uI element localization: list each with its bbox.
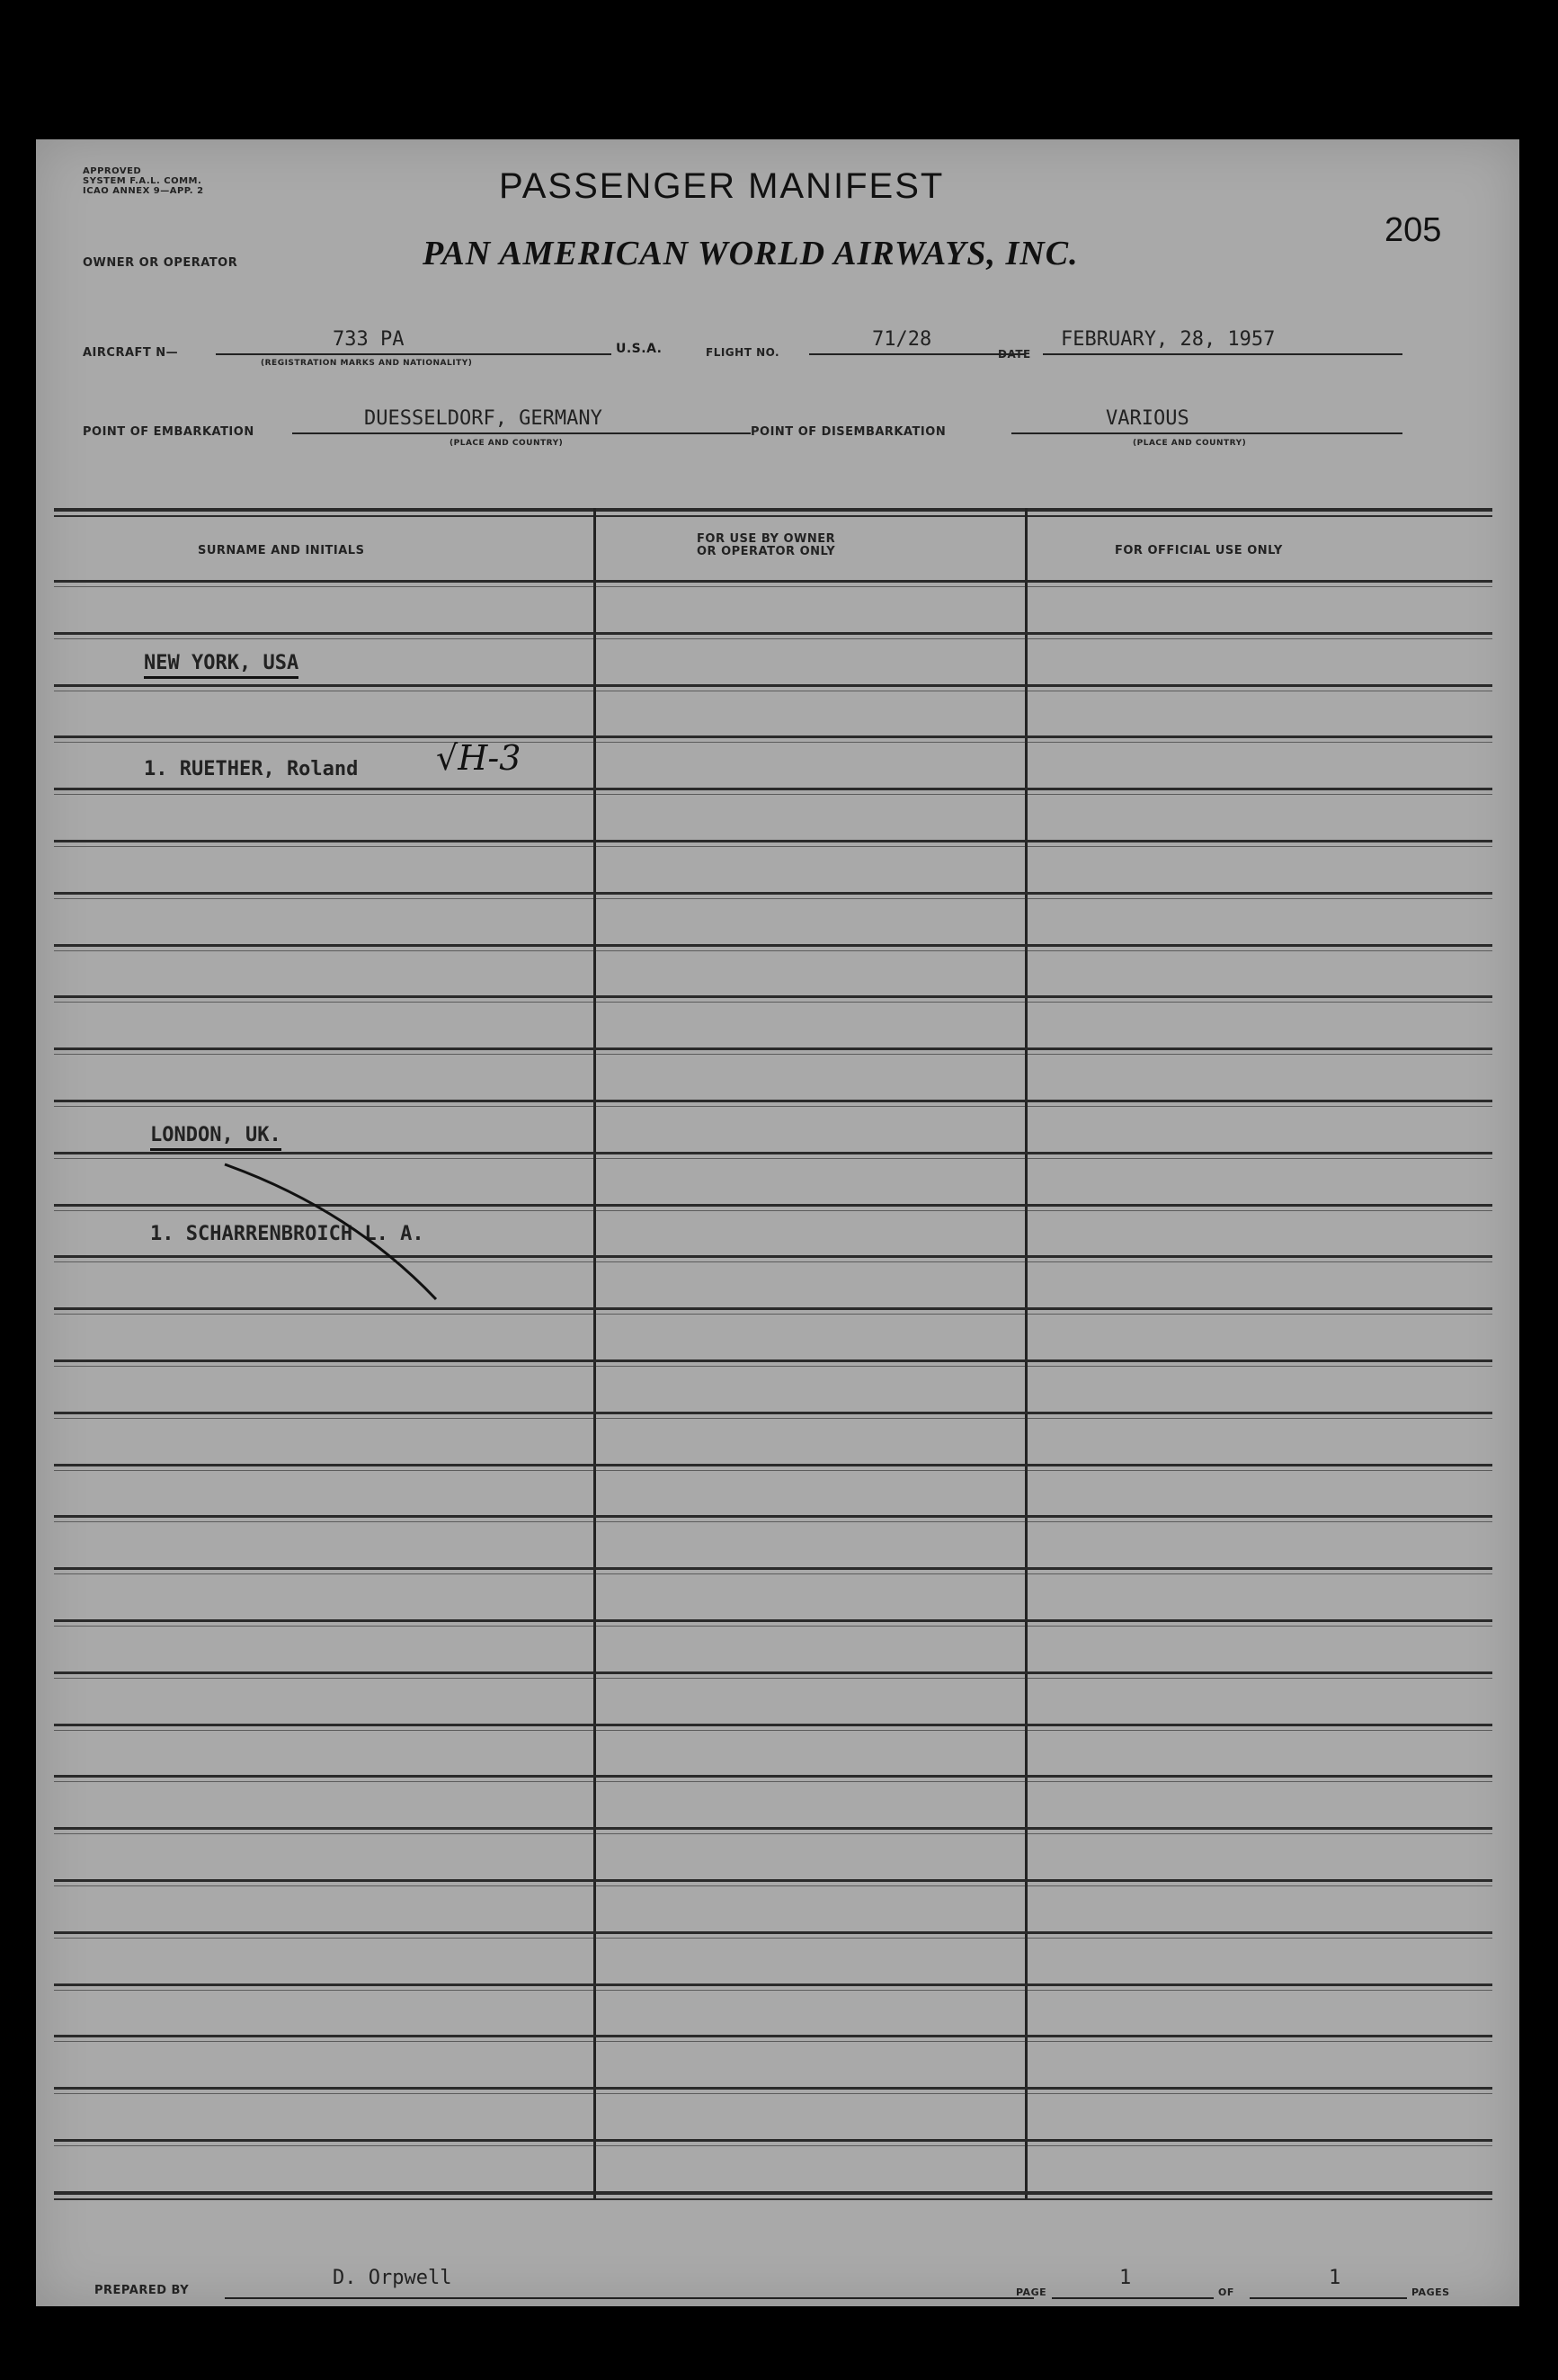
prepared-by-value: D. Orpwell — [333, 2267, 452, 2289]
aircraft-value: 733 PA — [333, 328, 405, 351]
pages-label: PAGES — [1411, 2286, 1450, 2298]
table-rule — [54, 1470, 1492, 1471]
embarkation-field — [292, 407, 751, 434]
table-rule — [54, 580, 1492, 583]
table-rule — [54, 1827, 1492, 1830]
table-rule — [54, 1464, 1492, 1466]
table-rule — [54, 1833, 1492, 1834]
flight-field — [809, 328, 1025, 355]
table-rule — [54, 1931, 1492, 1934]
table-rule — [54, 1515, 1492, 1518]
section-heading: NEW YORK, USA — [144, 652, 298, 679]
table-rule — [54, 995, 1492, 998]
embarkation-value: DUESSELDORF, GERMANY — [364, 407, 602, 430]
table-rule — [54, 735, 1492, 738]
passenger-entry: 1. SCHARRENBROICH L. A. — [150, 1223, 424, 1245]
table-rule — [54, 1626, 1492, 1627]
table-rule — [54, 1359, 1492, 1362]
table-rule — [54, 1775, 1492, 1778]
table-rule — [54, 1990, 1492, 1991]
date-field — [1043, 328, 1402, 355]
disembarkation-value: VARIOUS — [1106, 407, 1189, 430]
table-rule — [54, 1152, 1492, 1154]
embarkation-label: POINT OF EMBARKATION — [83, 425, 254, 439]
table-rule — [54, 1002, 1492, 1003]
table-rule — [54, 1879, 1492, 1882]
approval-line: APPROVED — [83, 166, 142, 176]
table-rule — [54, 1678, 1492, 1679]
of-label: OF — [1218, 2286, 1234, 2298]
manifest-sheet — [36, 139, 1519, 2306]
table-rule — [54, 2093, 1492, 2094]
page-label: PAGE — [1016, 2286, 1047, 2298]
prepared-by-label: PREPARED BY — [94, 2284, 190, 2297]
date-label: DATE — [998, 348, 1031, 361]
passenger-entry: 1. RUETHER, Roland — [144, 758, 359, 780]
prepared-by-field — [225, 2267, 1034, 2299]
airline-name: PAN AMERICAN WORLD AIRWAYS, INC. — [423, 235, 1079, 272]
of-field — [1250, 2267, 1407, 2299]
table-rule — [54, 840, 1492, 842]
table-rule — [54, 1983, 1492, 1986]
table-rule — [54, 2035, 1492, 2037]
table-rule — [54, 898, 1492, 899]
table-rule — [54, 2087, 1492, 2090]
column-header-line: FOR USE BY OWNER — [697, 532, 836, 546]
page-title: PASSENGER MANIFEST — [499, 166, 945, 206]
section-heading: LONDON, UK. — [150, 1124, 281, 1151]
table-rule — [54, 2139, 1492, 2142]
table-rule — [54, 1567, 1492, 1570]
approval-note — [83, 166, 204, 196]
disembarkation-field — [1011, 407, 1402, 434]
handwritten-annotation: √H-3 — [436, 738, 521, 778]
table-rule — [54, 1100, 1492, 1102]
disembarkation-label: POINT OF DISEMBARKATION — [751, 425, 947, 439]
column-divider — [593, 508, 596, 2198]
column-header-owner — [697, 533, 835, 558]
column-header-official: FOR OFFICIAL USE ONLY — [1115, 544, 1283, 557]
page-value: 1 — [1119, 2267, 1132, 2289]
table-top-rule — [54, 508, 1492, 512]
of-value: 1 — [1329, 2267, 1341, 2289]
table-rule — [54, 1671, 1492, 1674]
embarkation-sublabel: (PLACE AND COUNTRY) — [450, 439, 564, 448]
column-header-surname: SURNAME AND INITIALS — [198, 544, 365, 557]
page-stamp-number: 205 — [1384, 211, 1442, 249]
column-divider — [1025, 508, 1028, 2198]
table-rule — [54, 2145, 1492, 2146]
date-value: FEBRUARY, 28, 1957 — [1061, 328, 1276, 351]
table-rule — [54, 1938, 1492, 1939]
table-rule — [54, 1314, 1492, 1315]
disembarkation-sublabel: (PLACE AND COUNTRY) — [1133, 439, 1247, 448]
table-rule — [54, 1730, 1492, 1731]
table-rule — [54, 1054, 1492, 1055]
table-rule — [54, 846, 1492, 847]
table-rule — [54, 944, 1492, 947]
table-rule — [54, 742, 1492, 743]
table-rule — [54, 1885, 1492, 1886]
approval-line: ICAO ANNEX 9—APP. 2 — [83, 186, 204, 196]
table-bottom-rule — [54, 2198, 1492, 2200]
flight-label: FLIGHT NO. — [706, 346, 780, 359]
table-rule — [54, 684, 1492, 687]
aircraft-sublabel: (REGISTRATION MARKS AND NATIONALITY) — [261, 359, 473, 368]
table-rule — [54, 1412, 1492, 1414]
table-rule — [54, 950, 1492, 951]
aircraft-label: AIRCRAFT N— — [83, 346, 179, 360]
table-rule — [54, 1724, 1492, 1726]
table-rule — [54, 1366, 1492, 1367]
table-bottom-rule — [54, 2191, 1492, 2195]
owner-label: OWNER OR OPERATOR — [83, 256, 238, 270]
aircraft-field — [216, 328, 611, 355]
column-header-line: OR OPERATOR ONLY — [697, 545, 836, 558]
table-rule — [54, 638, 1492, 639]
table-rule — [54, 586, 1492, 587]
table-rule — [54, 1106, 1492, 1107]
table-rule — [54, 632, 1492, 635]
table-rule — [54, 1047, 1492, 1050]
table-top-rule — [54, 515, 1492, 517]
country-label: U.S.A. — [616, 342, 663, 356]
table-rule — [54, 892, 1492, 895]
approval-line: SYSTEM F.A.L. COMM. — [83, 176, 202, 186]
table-rule — [54, 1573, 1492, 1574]
table-rule — [54, 1418, 1492, 1419]
handwritten-check-stroke — [216, 1155, 485, 1308]
table-rule — [54, 1781, 1492, 1782]
table-rule — [54, 1619, 1492, 1622]
page-field — [1052, 2267, 1214, 2299]
flight-value: 71/28 — [872, 328, 932, 351]
table-rule — [54, 2041, 1492, 2042]
table-rule — [54, 794, 1492, 795]
table-rule — [54, 1521, 1492, 1522]
table-rule — [54, 788, 1492, 790]
